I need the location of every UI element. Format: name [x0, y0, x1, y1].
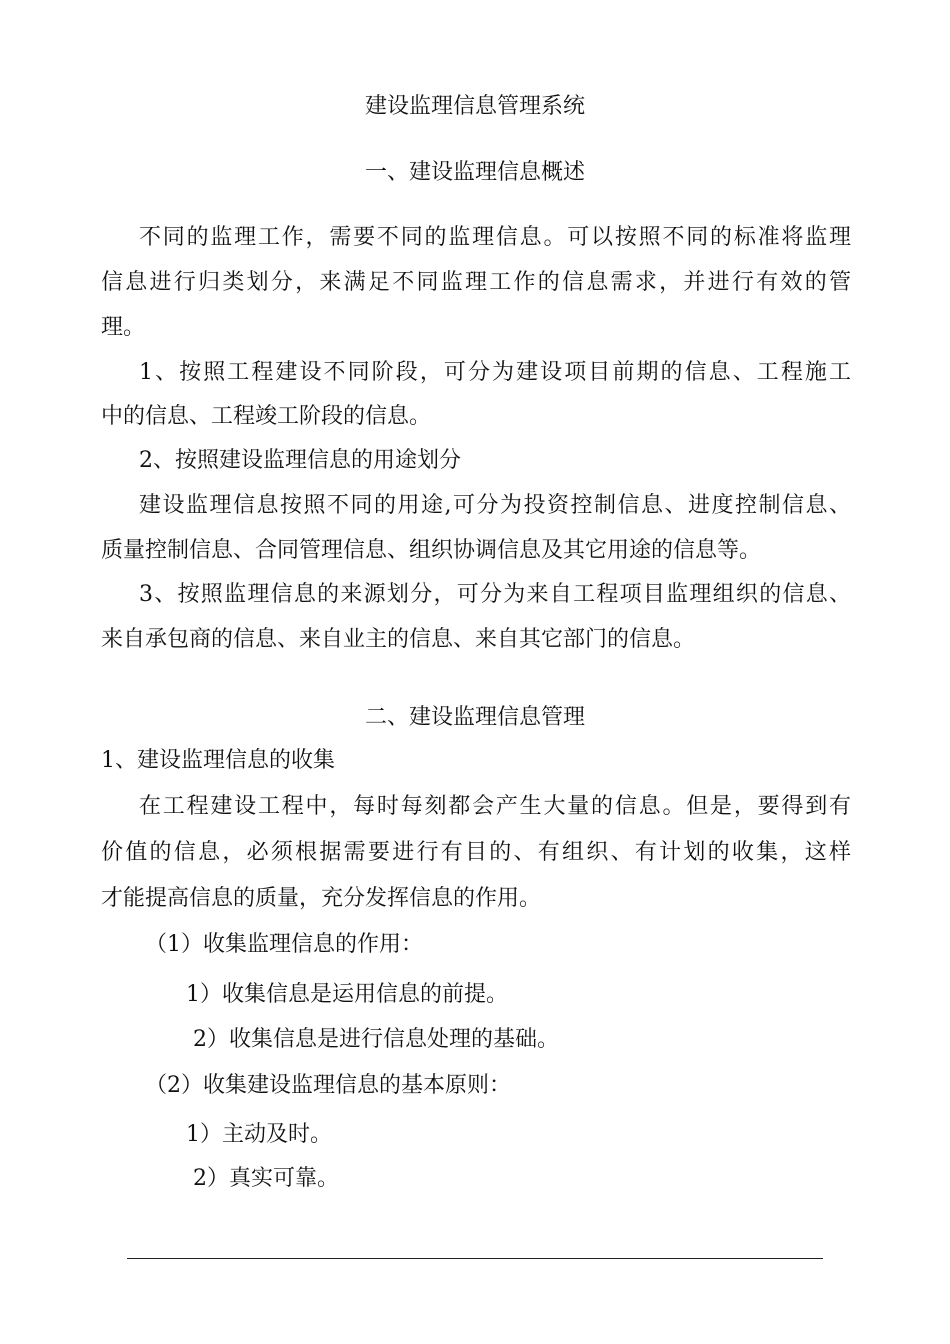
paragraph-line: 信息进行归类划分，来满足不同监理工作的信息需求，并进行有效的管 — [101, 270, 851, 295]
list-item: 2）收集信息是进行信息处理的基础。 — [193, 1027, 559, 1052]
list-item: 2）真实可靠。 — [193, 1166, 339, 1191]
paragraph-line: 建设监理信息按照不同的用途,可分为投资控制信息、进度控制信息、 — [139, 493, 851, 518]
subheading: 1、建设监理信息的收集 — [101, 748, 335, 773]
paragraph-line: 1、按照工程建设不同阶段，可分为建设项目前期的信息、工程施工 — [139, 360, 851, 385]
section-heading-1: 一、建设监理信息概述 — [364, 160, 585, 185]
list-item: 1）主动及时。 — [186, 1122, 332, 1147]
paragraph-line: 才能提高信息的质量，充分发挥信息的作用。 — [101, 886, 542, 911]
paragraph-line: 来自承包商的信息、来自业主的信息、来自其它部门的信息。 — [101, 627, 696, 652]
footer-divider — [127, 1258, 823, 1259]
list-item: 1）收集信息是运用信息的前提。 — [186, 982, 508, 1007]
paragraph-line: 理。 — [101, 315, 146, 340]
paragraph-line: 价值的信息，必须根据需要进行有目的、有组织、有计划的收集，这样 — [101, 840, 851, 865]
paragraph-line: 在工程建设工程中，每时每刻都会产生大量的信息。但是，要得到有 — [139, 794, 851, 819]
paragraph-line: 中的信息、工程竣工阶段的信息。 — [101, 404, 432, 429]
subheading: 2、按照建设监理信息的用途划分 — [139, 448, 461, 473]
paragraph-line: 质量控制信息、合同管理信息、组织协调信息及其它用途的信息等。 — [101, 538, 762, 563]
list-heading: （1）收集监理信息的作用： — [145, 932, 423, 957]
document-title: 建设监理信息管理系统 — [364, 94, 585, 119]
section-heading-2: 二、建设监理信息管理 — [364, 705, 585, 730]
list-heading: （2）收集建设监理信息的基本原则： — [145, 1073, 511, 1098]
paragraph-line: 不同的监理工作，需要不同的监理信息。可以按照不同的标准将监理 — [139, 225, 851, 250]
paragraph-line: 3、按照监理信息的来源划分，可分为来自工程项目监理组织的信息、 — [139, 582, 851, 607]
